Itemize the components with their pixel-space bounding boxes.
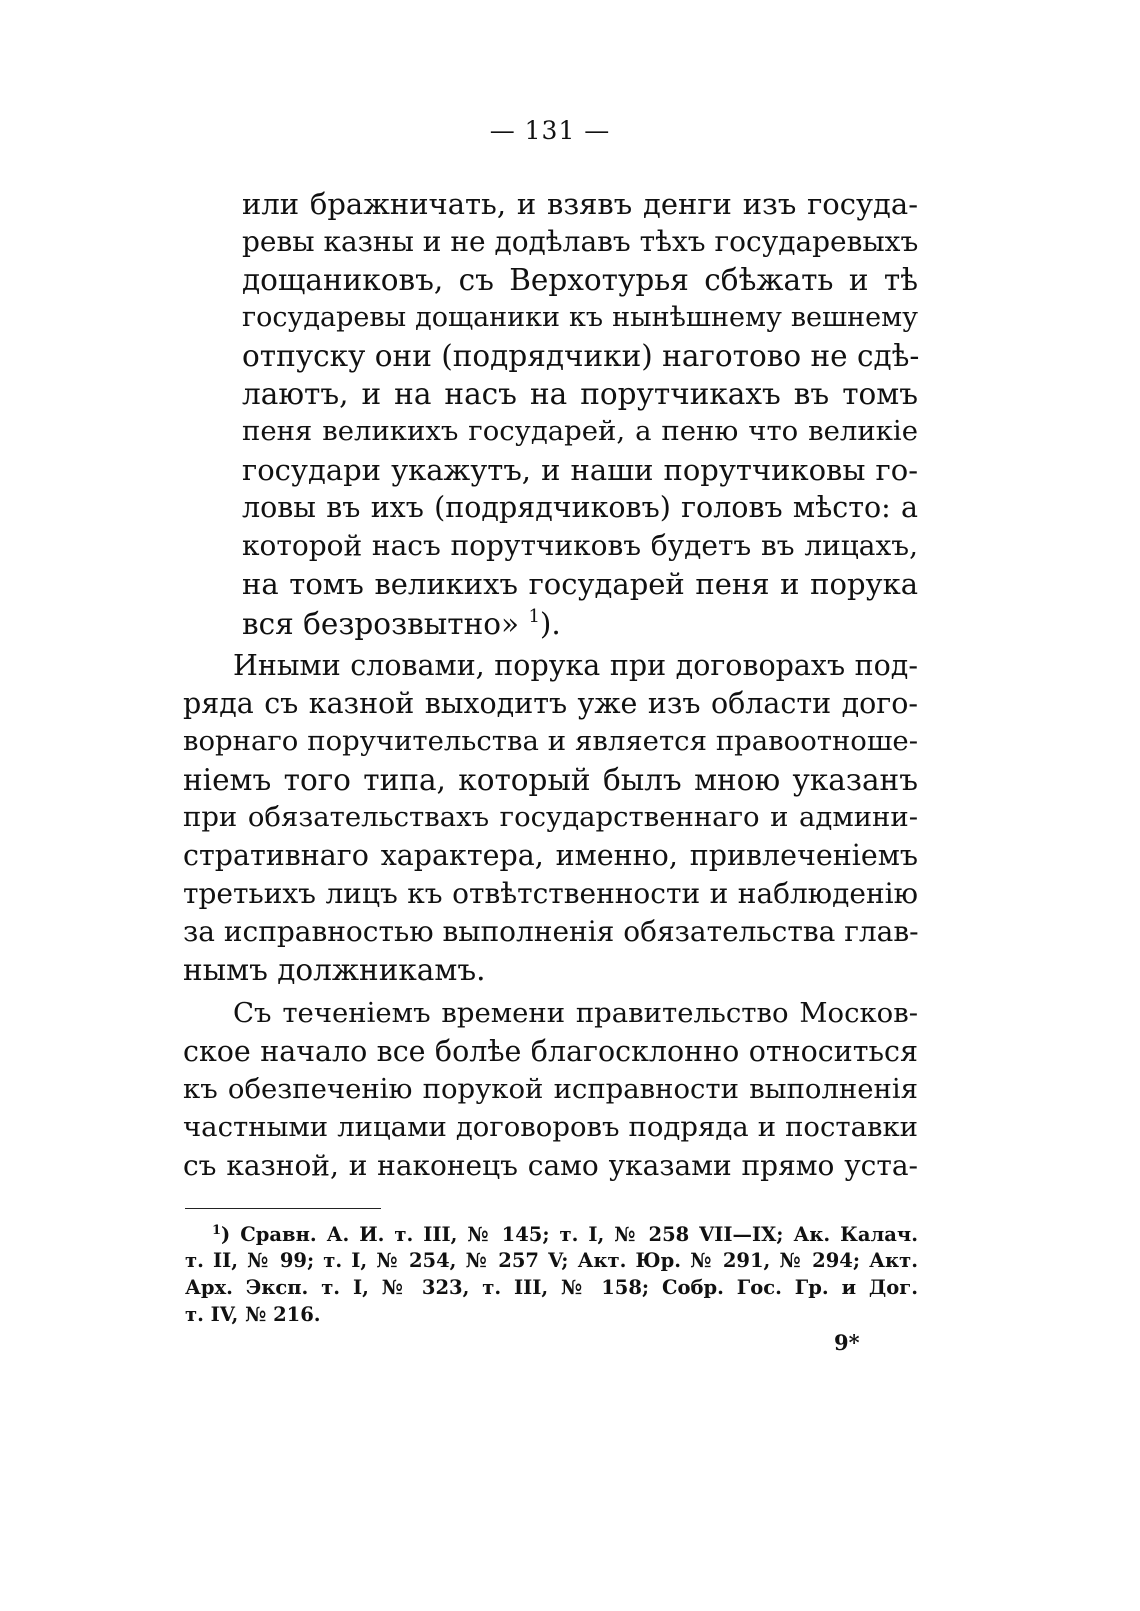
paragraph-line: при обязательствахъ государственнаго и админи- <box>183 801 918 833</box>
paragraph-line: ское начало все болѣе благосклонно относиться <box>183 1035 918 1068</box>
quote-line: пеня великихъ государей, а пеню что великіе <box>242 415 918 447</box>
paragraph-line: къ обезпеченію порукой исправности выполненія <box>183 1073 918 1105</box>
footnote-reference: 1 <box>528 606 540 627</box>
paragraph-line: стративнаго характера, именно, привлеченіемъ <box>183 839 918 872</box>
quote-last-line <box>242 608 918 640</box>
page-number: — 131 — <box>489 116 611 145</box>
paragraph-line: Съ теченіемъ времени правительство Москов- <box>233 997 918 1029</box>
footnote-divider <box>185 1208 381 1209</box>
quote-line-end: ). <box>539 607 561 641</box>
quote-line: лаютъ, и на насъ на порутчикахъ въ томъ <box>242 377 918 411</box>
paragraph-line: ряда съ казной выходитъ уже изъ области дого- <box>183 687 918 720</box>
quote-line: дощаниковъ, съ Верхотурья сбѣжать и тѣ <box>242 263 918 297</box>
footnote-line: Арх. Эксп. т. I, № 323, т. III, № 158; Собр. Гос. Гр. и Дог. <box>185 1276 918 1299</box>
paragraph-line: частными лицами договоровъ подряда и поставки <box>183 1111 918 1143</box>
quote-line: ловы въ ихъ (подрядчиковъ) головъ мѣсто: а <box>242 491 918 524</box>
quote-line: государевы дощаники къ нынѣшнему вешнему <box>242 302 918 333</box>
footnote-marker: 1 <box>212 1223 222 1238</box>
quote-line: ревы казны и не додѣлавъ тѣхъ государевыхъ <box>242 225 919 258</box>
footnote-line: т. II, № 99; т. I, № 254, № 257 V; Акт. Юр. № 291, № 294; Акт. <box>185 1249 918 1272</box>
footnote-first-line: $^1$) Сравн. А. И. т. III, № 145; т. I, № 258 VII—IX; Ак. Калач. <box>212 1223 918 1246</box>
signature-mark: 9* <box>834 1330 860 1355</box>
paragraph-line: Иными словами, порука при договорахъ под- <box>233 649 918 682</box>
quote-line: которой насъ порутчиковъ будетъ въ лицахъ, <box>242 529 918 562</box>
paragraph-line: третьихъ лицъ къ отвѣтственности и наблюденію <box>183 877 918 910</box>
footnote-line: Сравн. А. И. т. III, № 145; т. I, № 258 VII—IX; Ак. Калач. <box>240 1223 918 1246</box>
paragraph-line: за исправностью выполненія обязательства глав- <box>183 915 919 948</box>
paragraph-line: ніемъ того типа, который былъ мною указанъ <box>183 763 918 797</box>
quote-line: вся безрозвытно» <box>242 607 520 641</box>
paragraph-line: нымъ должникамъ. <box>183 953 486 987</box>
footnote-line: т. IV, № 216. <box>185 1303 321 1326</box>
paragraph-line: ворнаго поручительства и является правоотноше- <box>183 725 918 757</box>
quote-line: на томъ великихъ государей пеня и порука <box>242 567 918 601</box>
quote-line: государи укажутъ, и наши порутчиковы го- <box>242 453 918 487</box>
quote-line: отпуску они (подрядчики) наготово не сдѣ- <box>242 339 920 373</box>
quote-line: или бражничать, и взявъ денги изъ госуда- <box>242 187 918 221</box>
paragraph-line: съ казной, и наконецъ само указами прямо уста- <box>183 1149 918 1182</box>
